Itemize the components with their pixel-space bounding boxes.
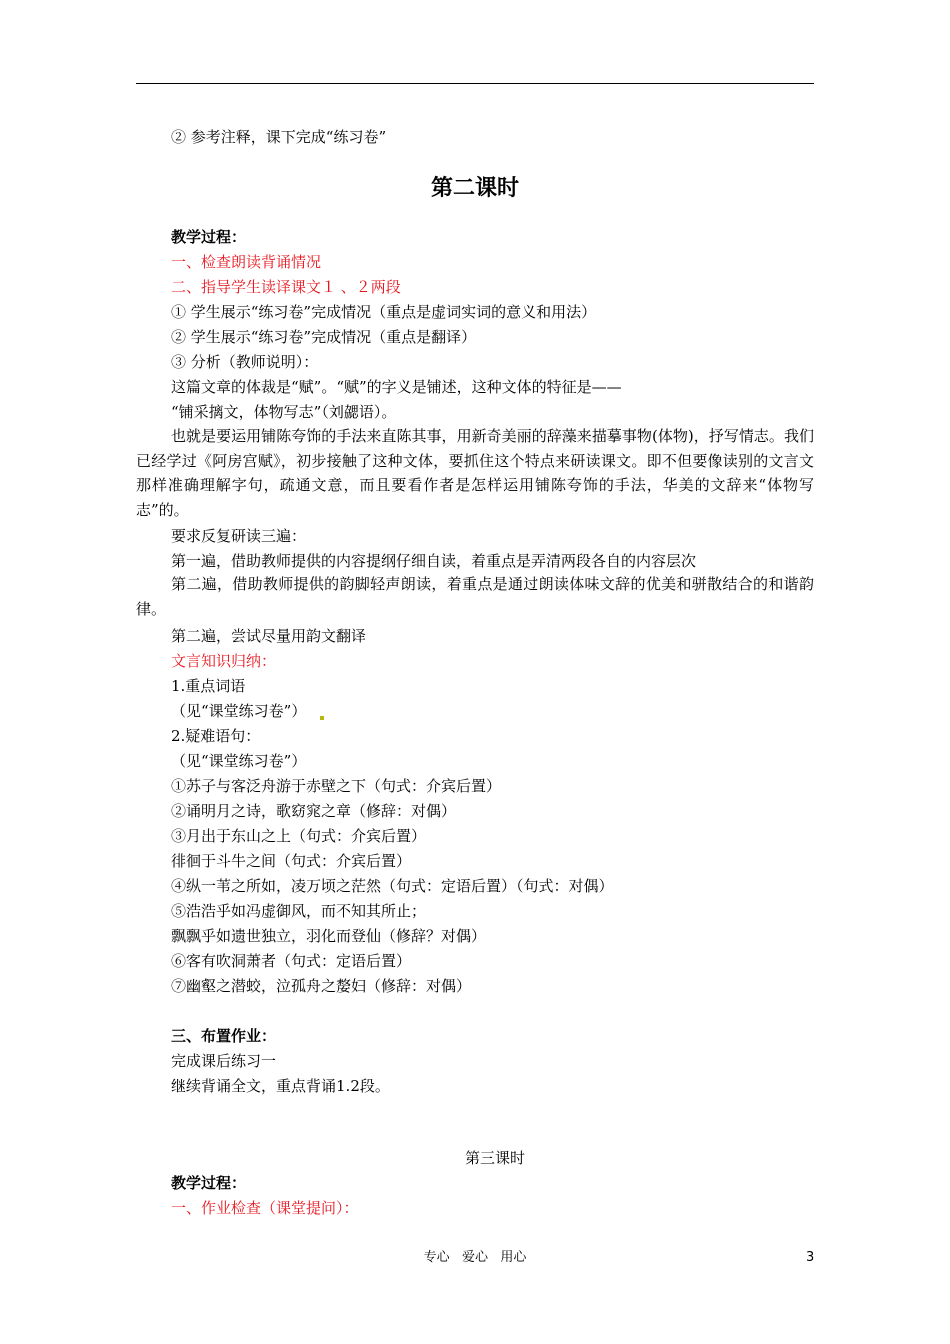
list-item: ③ 分析（教师说明）： [171, 353, 319, 371]
step2-heading: 二、指导学生读译课文１ 、２两段 [171, 278, 401, 296]
lesson3-step1: 一、作业检查（课堂提问）： [171, 1199, 359, 1217]
step1-heading: 一、检查朗读背诵情况 [171, 253, 322, 271]
sentence-item: ⑤浩浩乎如冯虚御风，而不知其所止； [171, 902, 427, 920]
intro-line: ② 参考注释，课下完成“练习卷” [171, 128, 387, 146]
page-footer: 专心 爱心 用心 [423, 1250, 527, 1265]
homework-heading: 三、布置作业： [171, 1027, 277, 1045]
lesson2-title: 第二课时 [430, 175, 519, 201]
homework-item: 继续背诵全文，重点背诵1.2段。 [171, 1077, 390, 1095]
sentence-item: ①苏子与客泛舟游于赤壁之下（句式：介宾后置） [171, 777, 502, 795]
keywords-title: 1.重点词语 [171, 677, 246, 695]
sentence-item: ④纵一苇之所如，凌万顷之茫然（句式：定语后置）（句式：对偶） [171, 877, 614, 895]
analysis-paragraph: 也就是要运用铺陈夸饰的手法来直陈其事，用新奇美丽的辞藻来描摹事物(体物)，抒写情志。我们已经学过《阿房宫赋》，初步接触了这种文体，要抓住这个特点来研读课文。即不但要像读别的文言文那样准确理解字句，疏通文意，而且要看作者是怎样运用铺陈夸饰的手法，华美的文辞来“体物写志”的。 [136, 427, 814, 519]
sentence-item: ⑥客有吹洞萧者（句式：定语后置） [171, 952, 412, 970]
sentence-item: 飘飘乎如遗世独立，羽化而登仙（修辞？对偶） [171, 927, 487, 945]
sentence-item: ②诵明月之诗，歌窈窕之章（修辞：对偶） [171, 802, 457, 820]
keywords-ref [171, 701, 324, 721]
process-label: 教学过程： [171, 228, 247, 246]
require-line: 要求反复研读三遍： [171, 527, 307, 545]
lesson3-process-label: 教学过程： [171, 1174, 247, 1192]
page-number: 3 [806, 1250, 815, 1265]
knowledge-heading: 文言知识归纳： [171, 652, 277, 670]
sentence-item: ⑦幽壑之潜蛟，泣孤舟之嫠妇（修辞：对偶） [171, 977, 472, 995]
analysis-line: 这篇文章的体裁是“赋”。“赋”的字义是铺述，这种文体的特征是—— [171, 378, 622, 396]
pass1-line: 第一遍，借助教师提供的内容提纲仔细自读，着重点是弄清两段各自的内容层次 [171, 552, 697, 570]
marker-dot [320, 716, 324, 720]
list-item: ① 学生展示“练习卷”完成情况（重点是虚词实词的意义和用法） [171, 303, 597, 321]
keywords-ref-text: （见“课堂练习卷”） [171, 702, 307, 720]
list-item: ② 学生展示“练习卷”完成情况（重点是翻译） [171, 328, 477, 346]
hard-sentences-title: 2.疑难语句： [171, 727, 261, 745]
lesson3-title: 第三课时 [464, 1149, 525, 1167]
sentence-item: ③月出于东山之上（句式：介宾后置） [171, 827, 427, 845]
header-rule [136, 83, 814, 84]
pass2-paragraph: 第二遍，借助教师提供的韵脚轻声朗读，着重点是通过朗读体味文辞的优美和骈散结合的和谐韵律。 [136, 575, 814, 618]
sentence-item: 徘徊于斗牛之间（句式：介宾后置） [171, 852, 412, 870]
hard-sentences-ref: （见“课堂练习卷”） [171, 752, 307, 770]
homework-item: 完成课后练习一 [171, 1052, 277, 1070]
pass3-line: 第二遍，尝试尽量用韵文翻译 [171, 627, 367, 645]
analysis-line: “铺采摛文，体物写志”（刘勰语）。 [171, 403, 397, 421]
